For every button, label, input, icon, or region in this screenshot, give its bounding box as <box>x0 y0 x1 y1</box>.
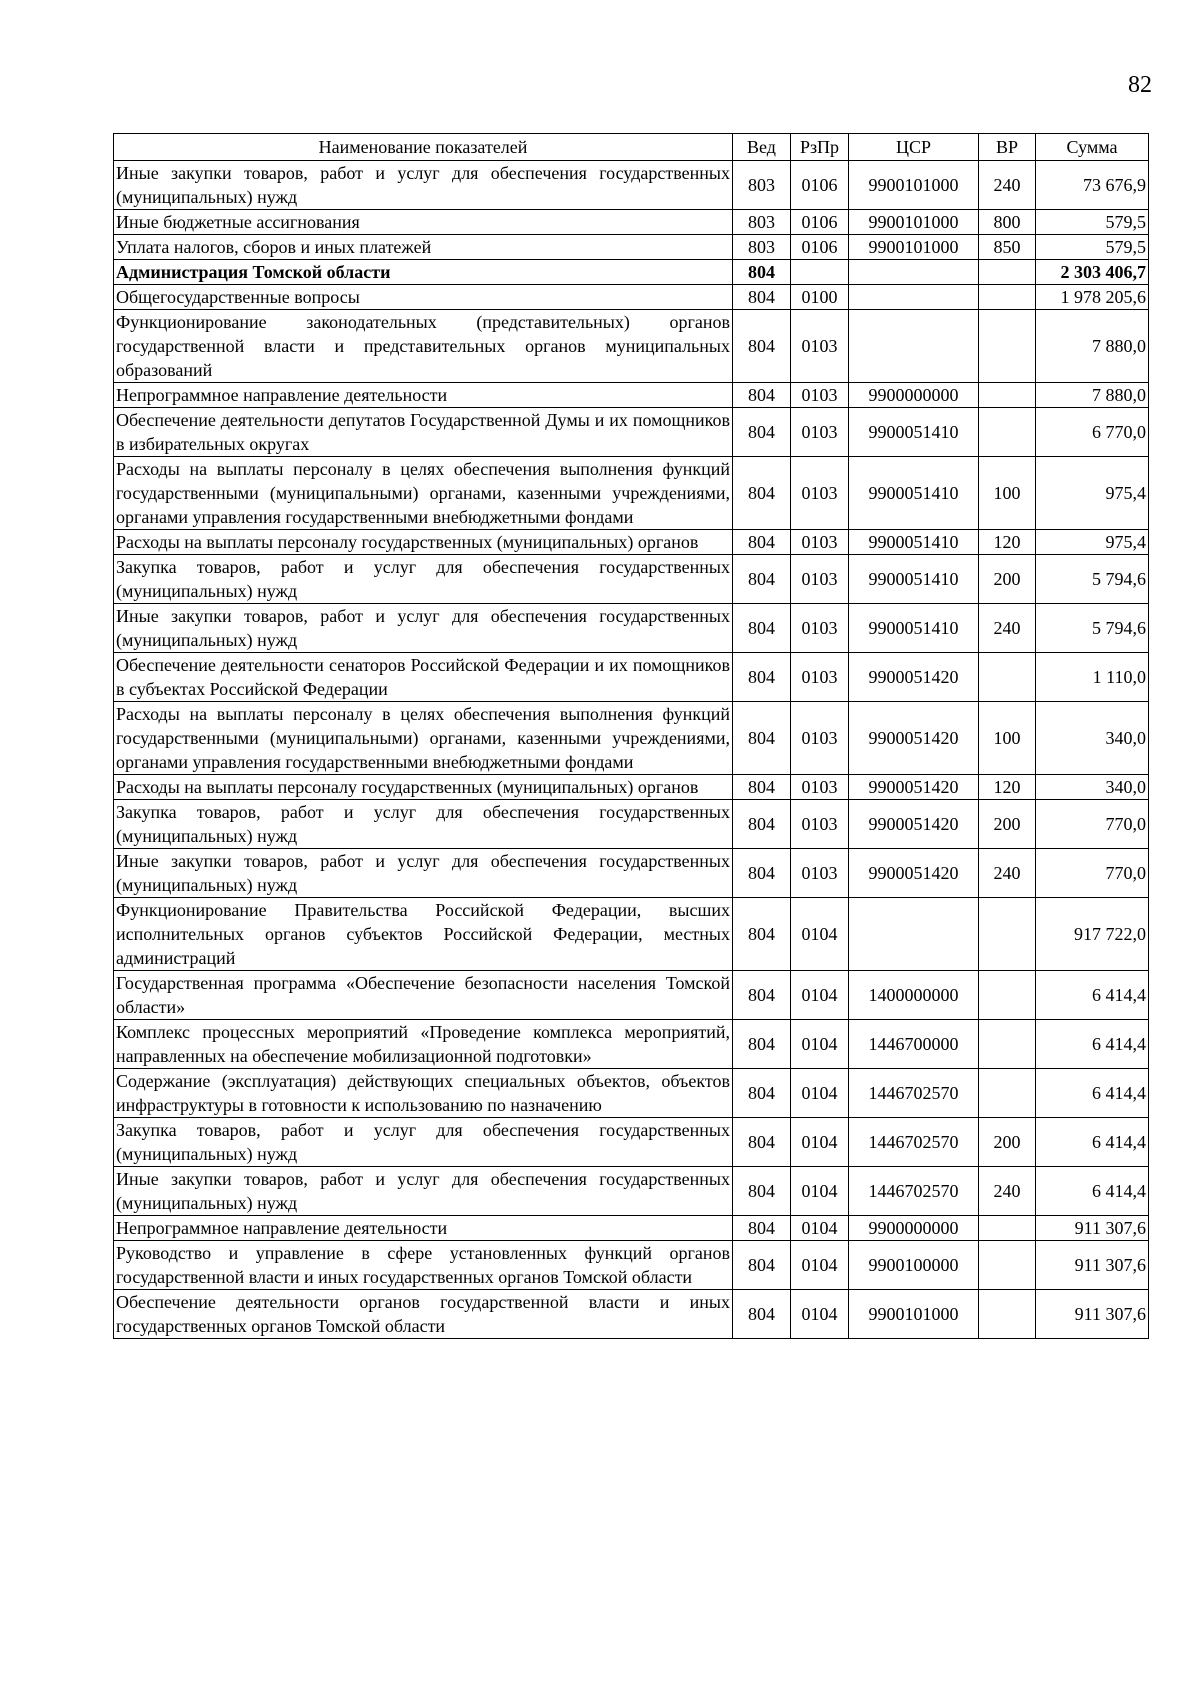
cell-ved: 804 <box>733 555 791 604</box>
cell-vr <box>979 971 1036 1020</box>
header-rzpr: РзПр <box>791 134 849 161</box>
header-csr: ЦСР <box>849 134 979 161</box>
cell-rzpr: 0103 <box>791 800 849 849</box>
cell-name: Иные закупки товаров, работ и услуг для обеспечения государственных (муниципальных) нужд <box>114 161 733 210</box>
cell-ved: 804 <box>733 775 791 800</box>
cell-name: Иные закупки товаров, работ и услуг для обеспечения государственных (муниципальных) нужд <box>114 604 733 653</box>
cell-name: Обеспечение деятельности депутатов Государственной Думы и их помощников в избирательных округах <box>114 408 733 457</box>
cell-name: Комплекс процессных мероприятий «Проведение комплекса мероприятий, направленных на обеспечение мобилизационной подготовки» <box>114 1020 733 1069</box>
cell-sum: 975,4 <box>1036 457 1149 530</box>
cell-vr: 120 <box>979 775 1036 800</box>
cell-rzpr: 0104 <box>791 1069 849 1118</box>
cell-csr: 9900051420 <box>849 653 979 702</box>
cell-sum: 911 307,6 <box>1036 1241 1149 1290</box>
cell-ved: 804 <box>733 702 791 775</box>
cell-vr: 200 <box>979 800 1036 849</box>
cell-name: Иные бюджетные ассигнования <box>114 210 733 235</box>
cell-name: Непрограммное направление деятельности <box>114 1216 733 1241</box>
cell-ved: 804 <box>733 408 791 457</box>
cell-csr: 9900051420 <box>849 849 979 898</box>
cell-csr <box>849 285 979 310</box>
table-row <box>114 1118 1149 1167</box>
cell-ved: 804 <box>733 530 791 555</box>
cell-csr: 9900000000 <box>849 1216 979 1241</box>
cell-csr: 9900051410 <box>849 408 979 457</box>
header-name: Наименование показателей <box>114 134 733 161</box>
cell-csr: 1446702570 <box>849 1118 979 1167</box>
cell-ved: 803 <box>733 210 791 235</box>
cell-rzpr: 0103 <box>791 555 849 604</box>
table-row <box>114 604 1149 653</box>
cell-name: Государственная программа «Обеспечение безопасности населения Томской области» <box>114 971 733 1020</box>
cell-rzpr: 0103 <box>791 408 849 457</box>
table-row <box>114 775 1149 800</box>
cell-csr: 9900000000 <box>849 383 979 408</box>
cell-csr: 1400000000 <box>849 971 979 1020</box>
cell-name: Расходы на выплаты персоналу в целях обеспечения выполнения функций государственными (муниципальными) органами, казенными учреждениями, органами управления государственными внебюджетными фондами <box>114 702 733 775</box>
cell-rzpr: 0103 <box>791 530 849 555</box>
table-row <box>114 702 1149 775</box>
cell-ved: 804 <box>733 1118 791 1167</box>
cell-csr: 9900101000 <box>849 235 979 260</box>
table-header-row <box>114 134 1149 161</box>
cell-vr: 240 <box>979 161 1036 210</box>
cell-vr: 100 <box>979 457 1036 530</box>
table-row <box>114 161 1149 210</box>
table-row <box>114 235 1149 260</box>
cell-vr <box>979 1020 1036 1069</box>
cell-csr: 9900051420 <box>849 775 979 800</box>
cell-vr <box>979 1290 1036 1339</box>
cell-rzpr: 0104 <box>791 1118 849 1167</box>
cell-rzpr: 0106 <box>791 235 849 260</box>
cell-name: Руководство и управление в сфере установленных функций органов государственной власти и иных государственных органов Томской области <box>114 1241 733 1290</box>
cell-name: Администрация Томской области <box>114 260 733 285</box>
table-row <box>114 555 1149 604</box>
cell-name: Общегосударственные вопросы <box>114 285 733 310</box>
cell-rzpr: 0106 <box>791 161 849 210</box>
cell-sum: 6 414,4 <box>1036 971 1149 1020</box>
table-row <box>114 383 1149 408</box>
cell-csr: 1446702570 <box>849 1167 979 1216</box>
cell-ved: 804 <box>733 1167 791 1216</box>
budget-table <box>113 133 1149 1339</box>
cell-csr: 9900051410 <box>849 457 979 530</box>
cell-ved: 804 <box>733 1069 791 1118</box>
cell-sum: 6 414,4 <box>1036 1069 1149 1118</box>
cell-ved: 803 <box>733 161 791 210</box>
cell-csr: 9900051410 <box>849 555 979 604</box>
cell-name: Расходы на выплаты персоналу в целях обеспечения выполнения функций государственными (муниципальными) органами, казенными учреждениями, органами управления государственными внебюджетными фондами <box>114 457 733 530</box>
cell-sum: 5 794,6 <box>1036 555 1149 604</box>
cell-vr <box>979 1241 1036 1290</box>
cell-csr <box>849 310 979 383</box>
cell-ved: 803 <box>733 235 791 260</box>
header-sum: Сумма <box>1036 134 1149 161</box>
cell-name: Содержание (эксплуатация) действующих специальных объектов, объектов инфраструктуры в готовности к использованию по назначению <box>114 1069 733 1118</box>
cell-csr: 9900051420 <box>849 702 979 775</box>
cell-sum: 911 307,6 <box>1036 1216 1149 1241</box>
cell-ved: 804 <box>733 1241 791 1290</box>
cell-name: Расходы на выплаты персоналу государственных (муниципальных) органов <box>114 530 733 555</box>
cell-sum: 6 414,4 <box>1036 1118 1149 1167</box>
table-row <box>114 653 1149 702</box>
cell-csr <box>849 260 979 285</box>
table-row <box>114 1216 1149 1241</box>
cell-ved: 804 <box>733 383 791 408</box>
cell-vr: 120 <box>979 530 1036 555</box>
cell-ved: 804 <box>733 849 791 898</box>
cell-sum: 340,0 <box>1036 775 1149 800</box>
cell-rzpr: 0104 <box>791 1290 849 1339</box>
cell-ved: 804 <box>733 285 791 310</box>
table-row <box>114 898 1149 971</box>
cell-csr: 9900101000 <box>849 210 979 235</box>
table-row <box>114 1241 1149 1290</box>
cell-ved: 804 <box>733 457 791 530</box>
cell-name: Функционирование Правительства Российской Федерации, высших исполнительных органов субъектов Российской Федерации, местных администраций <box>114 898 733 971</box>
page-number: 82 <box>1128 72 1152 98</box>
cell-name: Уплата налогов, сборов и иных платежей <box>114 235 733 260</box>
cell-vr: 240 <box>979 1167 1036 1216</box>
cell-rzpr: 0104 <box>791 1241 849 1290</box>
cell-csr: 1446700000 <box>849 1020 979 1069</box>
cell-rzpr <box>791 260 849 285</box>
table-row <box>114 408 1149 457</box>
cell-vr: 200 <box>979 1118 1036 1167</box>
cell-csr: 9900101000 <box>849 161 979 210</box>
cell-rzpr: 0104 <box>791 898 849 971</box>
cell-vr <box>979 310 1036 383</box>
cell-sum: 6 414,4 <box>1036 1020 1149 1069</box>
table-row <box>114 1020 1149 1069</box>
cell-csr <box>849 898 979 971</box>
cell-sum: 73 676,9 <box>1036 161 1149 210</box>
cell-ved: 804 <box>733 260 791 285</box>
cell-rzpr: 0104 <box>791 971 849 1020</box>
cell-name: Закупка товаров, работ и услуг для обеспечения государственных (муниципальных) нужд <box>114 555 733 604</box>
cell-sum: 1 978 205,6 <box>1036 285 1149 310</box>
cell-vr <box>979 1216 1036 1241</box>
cell-rzpr: 0103 <box>791 457 849 530</box>
cell-rzpr: 0104 <box>791 1020 849 1069</box>
cell-vr <box>979 260 1036 285</box>
cell-sum: 579,5 <box>1036 210 1149 235</box>
cell-ved: 804 <box>733 1216 791 1241</box>
cell-vr: 240 <box>979 849 1036 898</box>
cell-ved: 804 <box>733 310 791 383</box>
cell-sum: 6 770,0 <box>1036 408 1149 457</box>
cell-sum: 770,0 <box>1036 800 1149 849</box>
cell-sum: 7 880,0 <box>1036 383 1149 408</box>
cell-rzpr: 0100 <box>791 285 849 310</box>
cell-rzpr: 0103 <box>791 849 849 898</box>
cell-csr: 1446702570 <box>849 1069 979 1118</box>
cell-name: Функционирование законодательных (представительных) органов государственной власти и представительных органов муниципальных образований <box>114 310 733 383</box>
cell-csr: 9900101000 <box>849 1290 979 1339</box>
cell-name: Закупка товаров, работ и услуг для обеспечения государственных (муниципальных) нужд <box>114 1118 733 1167</box>
cell-sum: 579,5 <box>1036 235 1149 260</box>
table-row <box>114 971 1149 1020</box>
cell-rzpr: 0104 <box>791 1216 849 1241</box>
cell-ved: 804 <box>733 971 791 1020</box>
table-row <box>114 260 1149 285</box>
cell-ved: 804 <box>733 653 791 702</box>
cell-name: Обеспечение деятельности сенаторов Российской Федерации и их помощников в субъектах Российской Федерации <box>114 653 733 702</box>
table-row <box>114 1167 1149 1216</box>
cell-sum: 5 794,6 <box>1036 604 1149 653</box>
cell-csr: 9900051410 <box>849 604 979 653</box>
cell-name: Обеспечение деятельности органов государственной власти и иных государственных органов Томской области <box>114 1290 733 1339</box>
cell-vr <box>979 285 1036 310</box>
cell-name: Закупка товаров, работ и услуг для обеспечения государственных (муниципальных) нужд <box>114 800 733 849</box>
cell-rzpr: 0103 <box>791 383 849 408</box>
cell-sum: 6 414,4 <box>1036 1167 1149 1216</box>
cell-vr <box>979 653 1036 702</box>
table-row <box>114 210 1149 235</box>
cell-sum: 1 110,0 <box>1036 653 1149 702</box>
cell-vr <box>979 1069 1036 1118</box>
table-row <box>114 530 1149 555</box>
cell-csr: 9900100000 <box>849 1241 979 1290</box>
cell-rzpr: 0106 <box>791 210 849 235</box>
cell-rzpr: 0104 <box>791 1167 849 1216</box>
cell-vr <box>979 383 1036 408</box>
table-row <box>114 310 1149 383</box>
table-row <box>114 1290 1149 1339</box>
cell-rzpr: 0103 <box>791 775 849 800</box>
cell-ved: 804 <box>733 1290 791 1339</box>
cell-vr: 200 <box>979 555 1036 604</box>
cell-ved: 804 <box>733 1020 791 1069</box>
cell-name: Иные закупки товаров, работ и услуг для обеспечения государственных (муниципальных) нужд <box>114 849 733 898</box>
table-row <box>114 849 1149 898</box>
cell-vr: 240 <box>979 604 1036 653</box>
cell-sum: 770,0 <box>1036 849 1149 898</box>
table-body <box>114 161 1149 1339</box>
cell-name: Расходы на выплаты персоналу государственных (муниципальных) органов <box>114 775 733 800</box>
header-ved: Вед <box>733 134 791 161</box>
cell-sum: 340,0 <box>1036 702 1149 775</box>
cell-vr <box>979 898 1036 971</box>
cell-sum: 7 880,0 <box>1036 310 1149 383</box>
cell-rzpr: 0103 <box>791 702 849 775</box>
table-row <box>114 800 1149 849</box>
cell-rzpr: 0103 <box>791 310 849 383</box>
cell-sum: 975,4 <box>1036 530 1149 555</box>
cell-sum: 911 307,6 <box>1036 1290 1149 1339</box>
cell-rzpr: 0103 <box>791 653 849 702</box>
table-row <box>114 457 1149 530</box>
cell-ved: 804 <box>733 800 791 849</box>
cell-ved: 804 <box>733 898 791 971</box>
cell-csr: 9900051410 <box>849 530 979 555</box>
table-row <box>114 1069 1149 1118</box>
cell-sum: 2 303 406,7 <box>1036 260 1149 285</box>
cell-name: Непрограммное направление деятельности <box>114 383 733 408</box>
cell-ved: 804 <box>733 604 791 653</box>
cell-name: Иные закупки товаров, работ и услуг для обеспечения государственных (муниципальных) нужд <box>114 1167 733 1216</box>
cell-vr <box>979 408 1036 457</box>
table-row <box>114 285 1149 310</box>
cell-vr: 800 <box>979 210 1036 235</box>
cell-vr: 850 <box>979 235 1036 260</box>
cell-vr: 100 <box>979 702 1036 775</box>
cell-sum: 917 722,0 <box>1036 898 1149 971</box>
cell-rzpr: 0103 <box>791 604 849 653</box>
cell-csr: 9900051420 <box>849 800 979 849</box>
header-vr: ВР <box>979 134 1036 161</box>
